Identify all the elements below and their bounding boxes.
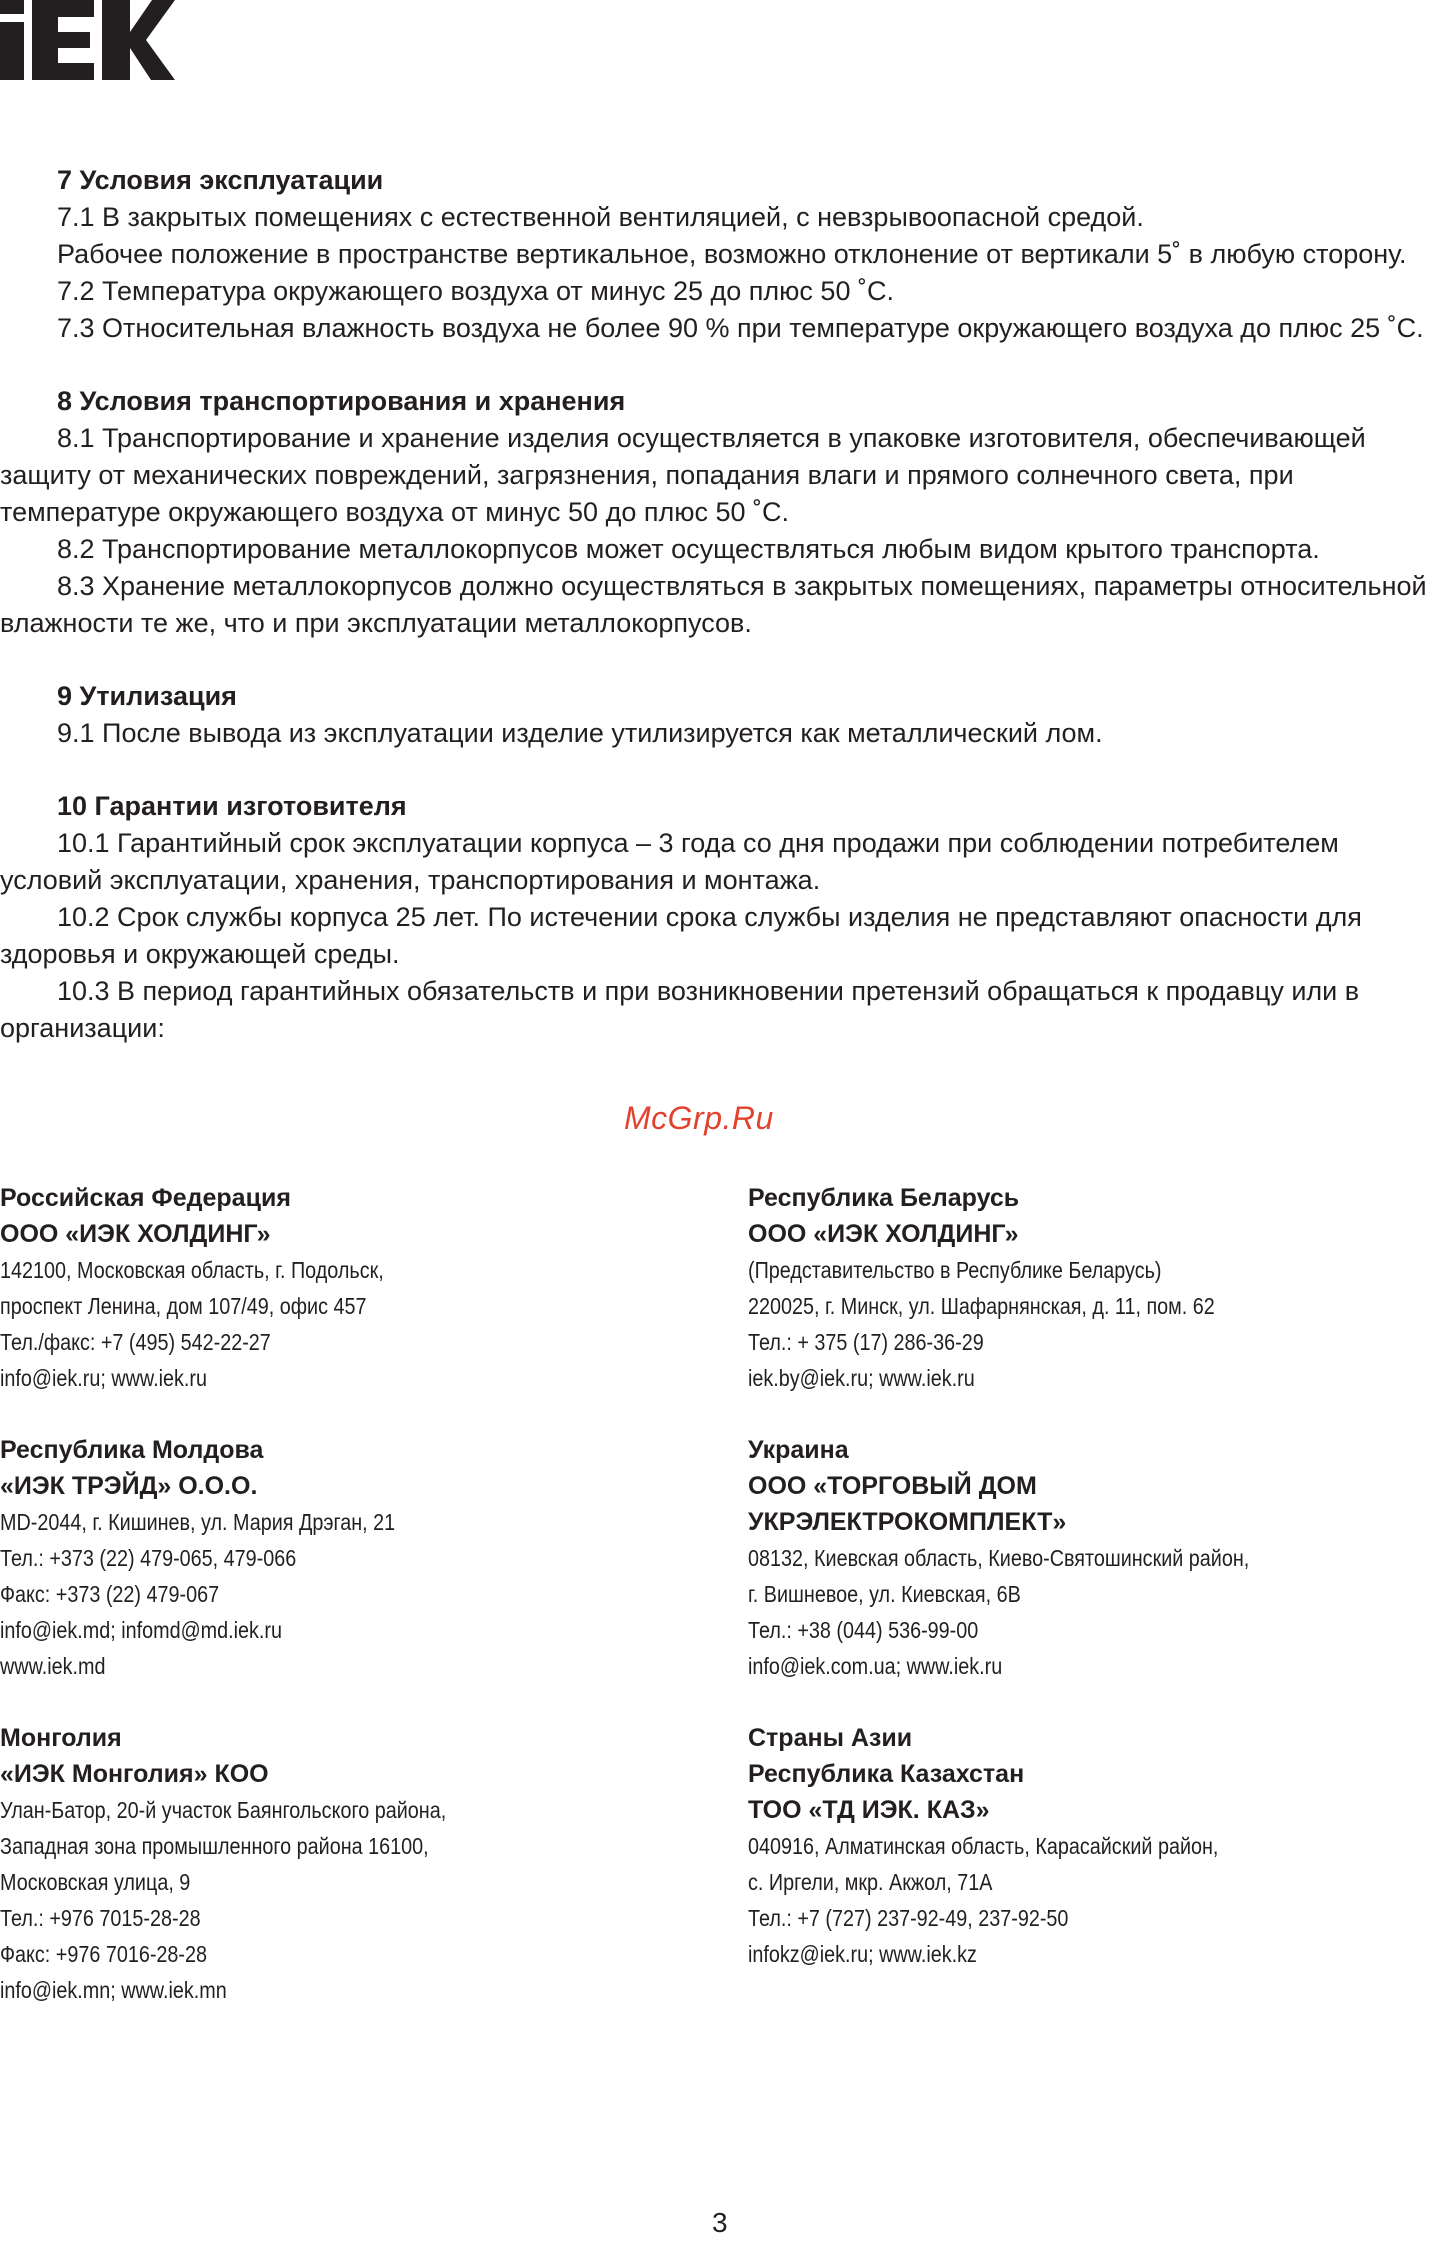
section-title: 8 Условия транспортирования и хранения — [57, 386, 626, 416]
contact-company: Республика Казахстан — [748, 1760, 1025, 1788]
contact-line: Тел.: +7 (727) 237-92-49, 237-92-50 — [748, 1905, 1069, 1931]
contact-company: УКРЭЛЕКТРОКОМПЛЕКТ» — [748, 1508, 1067, 1536]
contacts-right-column — [748, 1180, 1445, 2008]
section-gap — [0, 347, 1445, 383]
contact-block — [0, 1720, 700, 2008]
paragraph: 10.1 Гарантийный срок эксплуатации корпуса – 3 года со дня продажи при соблюдении потребителем условий эксплуатации, хранения, транспортирования и монтажа. — [0, 828, 1339, 895]
contact-company: «ИЭК ТРЭЙД» О.О.О. — [0, 1472, 258, 1500]
contact-line: info@iek.ru; www.iek.ru — [0, 1365, 207, 1391]
iek-logo — [0, 0, 175, 80]
contact-country: Страны Азии — [748, 1724, 913, 1752]
section-gap — [0, 642, 1445, 678]
paragraph: Рабочее положение в пространстве вертикальное, возможно отклонение от вертикали 5˚ в любую сторону. — [57, 239, 1407, 269]
contact-country: Украина — [748, 1436, 849, 1464]
contact-line: Факс: +373 (22) 479-067 — [0, 1581, 220, 1607]
watermark: McGrp.Ru — [624, 1100, 774, 1136]
contact-line: iek.by@iek.ru; www.iek.ru — [748, 1365, 975, 1391]
contact-line: MD-2044, г. Кишинев, ул. Мария Дрэган, 21 — [0, 1509, 396, 1535]
contact-line: Улан-Батор, 20-й участок Баянгольского района, — [0, 1797, 447, 1823]
document-body — [0, 162, 1445, 1047]
contacts-left-column — [0, 1180, 700, 2044]
contact-country: Российская Федерация — [0, 1184, 291, 1212]
contact-line: www.iek.md — [0, 1653, 106, 1679]
contact-block — [0, 1432, 700, 1684]
contact-line: 220025, г. Минск, ул. Шафарнянская, д. 11, пом. 62 — [748, 1293, 1215, 1319]
contact-line: г. Вишневое, ул. Киевская, 6В — [748, 1581, 1021, 1607]
contact-block — [748, 1720, 1445, 1972]
contact-country: Монголия — [0, 1724, 122, 1752]
contact-line: info@iek.com.ua; www.iek.ru — [748, 1653, 1003, 1679]
paragraph: 10.2 Срок службы корпуса 25 лет. По истечении срока службы изделия не представляют опасности для здоровья и окружающей среды. — [0, 902, 1362, 969]
contact-company: ООО «ИЭК ХОЛДИНГ» — [0, 1220, 271, 1248]
contact-line: Факс: +976 7016-28-28 — [0, 1941, 208, 1967]
contact-line: (Представительство в Республике Беларусь) — [748, 1257, 1162, 1283]
contact-line: info@iek.md; infomd@md.iek.ru — [0, 1617, 283, 1643]
contact-line: с. Иргели, мкр. Акжол, 71А — [748, 1869, 993, 1895]
contact-country: Республика Беларусь — [748, 1184, 1020, 1212]
contact-line: 040916, Алматинская область, Карасайский район, — [748, 1833, 1219, 1859]
contact-block — [0, 1180, 700, 1396]
contact-line: info@iek.mn; www.iek.mn — [0, 1977, 227, 2003]
paragraph: 8.3 Хранение металлокорпусов должно осуществляться в закрытых помещениях, параметры относительной влажности те же, что и при эксплуатации металлокорпусов. — [0, 571, 1427, 638]
contact-line: Тел.: +976 7015-28-28 — [0, 1905, 201, 1931]
contact-line: 142100, Московская область, г. Подольск, — [0, 1257, 384, 1283]
paragraph: 7.1 В закрытых помещениях с естественной вентиляцией, с невзрывоопасной средой. — [57, 202, 1144, 232]
contact-line: проспект Ленина, дом 107/49, офис 457 — [0, 1293, 367, 1319]
contact-line: 08132, Киевская область, Киево-Святошинский район, — [748, 1545, 1250, 1571]
paragraph: 9.1 После вывода из эксплуатации изделие утилизируется как металлический лом. — [57, 718, 1103, 748]
contact-line: Тел.: + 375 (17) 286-36-29 — [748, 1329, 984, 1355]
contact-company: «ИЭК Монголия» КОО — [0, 1760, 269, 1788]
section-title: 10 Гарантии изготовителя — [57, 791, 407, 821]
paragraph: 7.3 Относительная влажность воздуха не более 90 % при температуре окружающего воздуха до плюс 25 ˚С. — [57, 313, 1424, 343]
contact-company: ООО «ИЭК ХОЛДИНГ» — [748, 1220, 1019, 1248]
contact-block — [748, 1180, 1445, 1396]
contact-country: Республика Молдова — [0, 1436, 264, 1464]
paragraph: 7.2 Температура окружающего воздуха от минус 25 до плюс 50 ˚С. — [57, 276, 894, 306]
section-title: 7 Условия эксплуатации — [57, 165, 384, 195]
contact-line: Московская улица, 9 — [0, 1869, 191, 1895]
page-number: 3 — [712, 2207, 728, 2238]
contact-company: ООО «ТОРГОВЫЙ ДОМ — [748, 1472, 1037, 1500]
section-title: 9 Утилизация — [57, 681, 237, 711]
paragraph: 8.1 Транспортирование и хранение изделия осуществляется в упаковке изготовителя, обеспечивающей защиту от механических повреждений, загрязнения, попадания влаги и прямого солнечного света, при температуре окружающего воздуха от минус 50 до плюс 50 ˚С. — [0, 423, 1366, 527]
contact-line: infokz@iek.ru; www.iek.kz — [748, 1941, 977, 1967]
contact-line: Западная зона промышленного района 16100, — [0, 1833, 429, 1859]
contact-line: Тел.: +373 (22) 479-065, 479-066 — [0, 1545, 297, 1571]
paragraph: 8.2 Транспортирование металлокорпусов может осуществляться любым видом крытого транспорта. — [57, 534, 1320, 564]
contact-block — [748, 1432, 1445, 1684]
contact-company: ТОО «ТД ИЭК. КАЗ» — [748, 1796, 990, 1824]
contact-line: Тел./факс: +7 (495) 542-22-27 — [0, 1329, 271, 1355]
contact-line: Тел.: +38 (044) 536-99-00 — [748, 1617, 979, 1643]
paragraph: 10.3 В период гарантийных обязательств и при возникновении претензий обращаться к продавцу или в организации: — [0, 976, 1360, 1043]
section-gap — [0, 752, 1445, 788]
